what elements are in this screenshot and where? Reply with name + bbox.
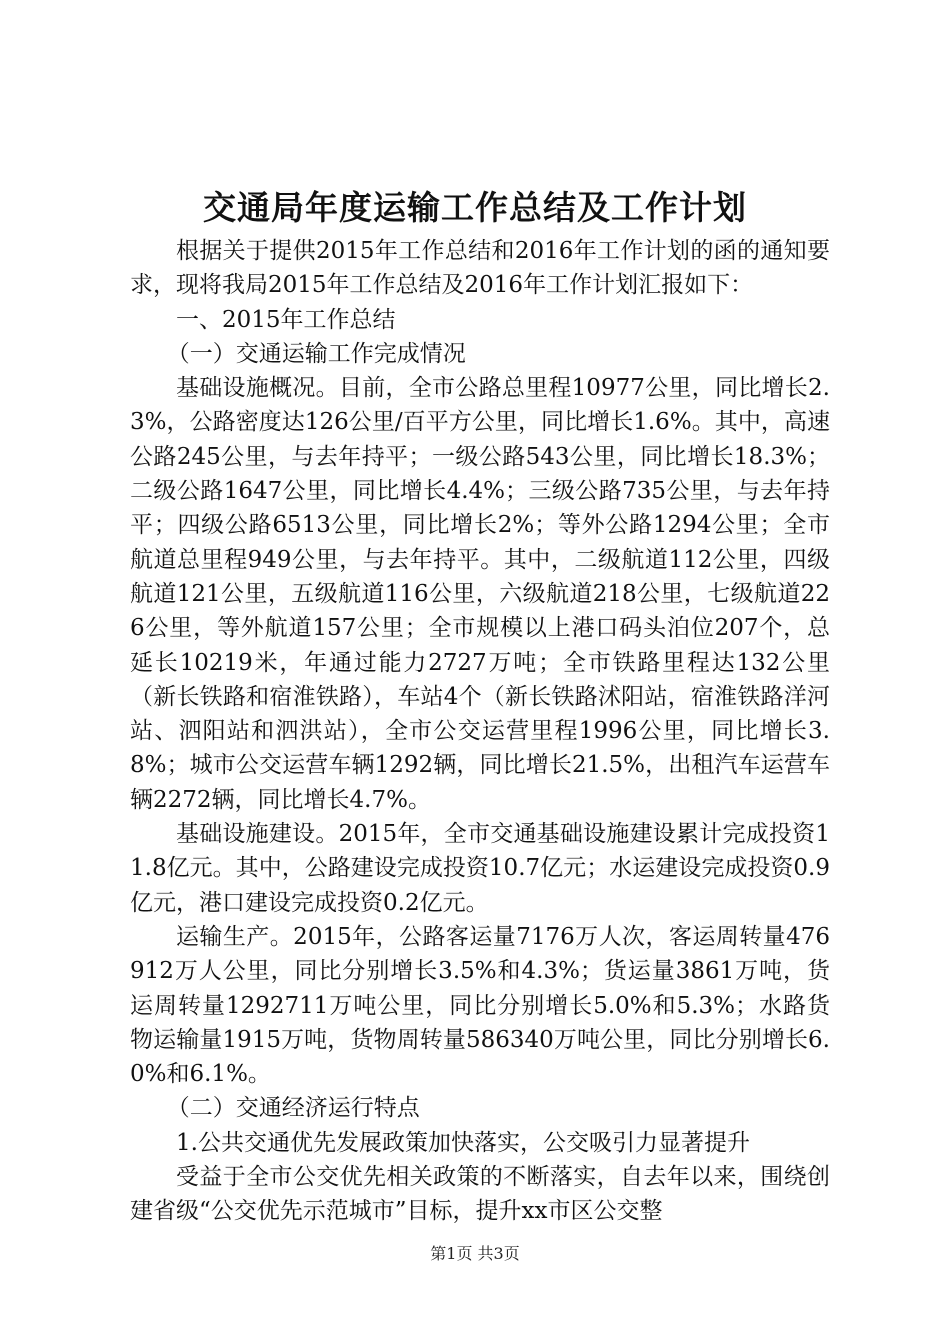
intro-paragraph: 根据关于提供2015年工作总结和2016年工作计划的函的通知要求，现将我局2015年工作总结及2016年工作计划汇报如下： <box>130 238 830 299</box>
subsection-heading-characteristics: （二）交通经济运行特点 <box>166 1095 420 1122</box>
page-number-footer: 第1页 共3页 <box>430 1244 520 1263</box>
paragraph-infrastructure-construction: 基础设施建设。2015年，全市交通基础设施建设累计完成投资11.8亿元。其中，公路建设完成投资10.7亿元；水运建设完成投资0.9亿元，港口建设完成投资0.2亿元。 <box>130 821 830 916</box>
document-title: 交通局年度运输工作总结及工作计划 <box>203 188 747 227</box>
point-heading-public-transport: 1.公共交通优先发展政策加快落实，公交吸引力显著提升 <box>176 1129 750 1156</box>
paragraph-transport-production: 运输生产。2015年，公路客运量7176万人次，客运周转量476912万人公里，同比分别增长3.5%和4.3%；货运量3861万吨，货运周转量1292711万吨公里，同比分别增长5.0%和5.3%；水路货物运输量1915万吨，货物周转量586340万吨公里，同比分别增长6.0%和6.1%。 <box>130 923 830 1088</box>
paragraph-public-transport: 受益于全市公交优先相关政策的不断落实，自去年以来，围绕创建省级“公交优先示范城市”目标，提升xx市区公交整 <box>130 1164 830 1225</box>
paragraph-infrastructure-overview: 基础设施概况。目前，全市公路总里程10977公里，同比增长2.3%，公路密度达126公里/百平方公里，同比增长1.6%。其中，高速公路245公里，与去年持平；一级公路543公里，同比增长18.3%；二级公路1647公里，同比增长4.4%；三级公路735公里，与去年持平；四级公路6513公里，同比增长2%；等外公路1294公里；全市航道总里程949公里，与去年持平。其中，二级航道112公里，四级航道121公里，五级航道116公里，六级航道218公里，七级航道226公里，等外航道157公里；全市规模以上港口码头泊位207个，总延长10219米，年通过能力2727万吨；全市铁路里程达132公里（新长铁路和宿淮铁路），车站4个（新长铁路沭阳站，宿淮铁路洋河站、泗阳站和泗洪站），全市公交运营里程1996公里，同比增长3.8%；城市公交运营车辆1292辆，同比增长21.5%，出租汽车运营车辆2272辆，同比增长4.7%。 <box>130 375 830 813</box>
subsection-heading-completion: （一）交通运输工作完成情况 <box>166 340 466 367</box>
document-body <box>130 234 830 1229</box>
section-heading-summary: 一、2015年工作总结 <box>176 306 396 333</box>
